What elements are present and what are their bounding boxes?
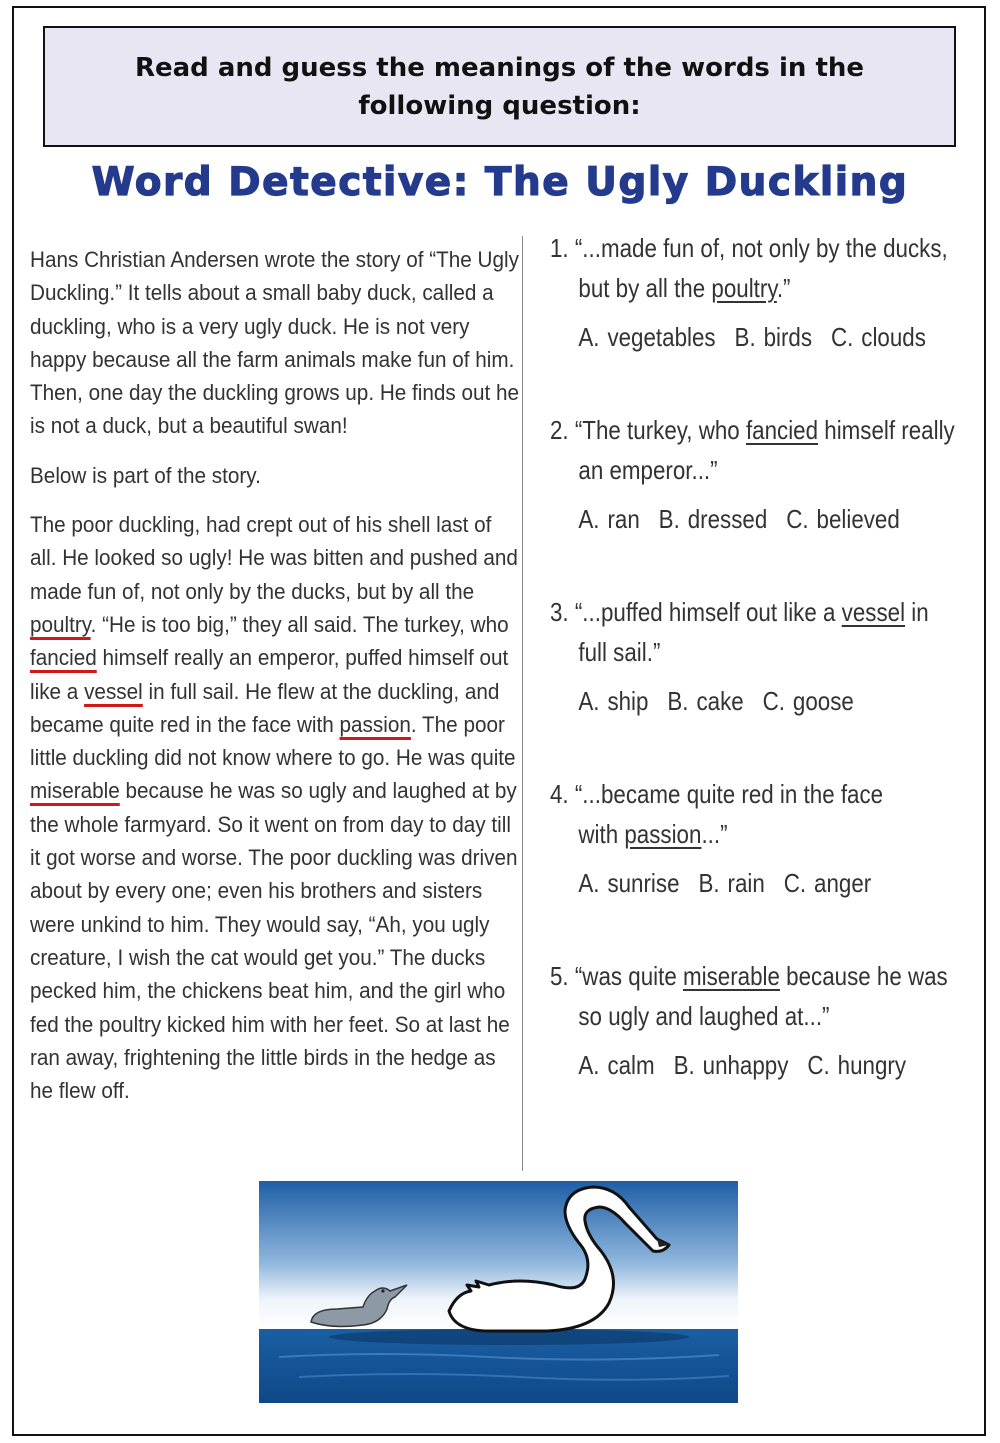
question-text-line [550, 592, 997, 632]
question-text-line [550, 814, 997, 854]
instruction-text: Read and guess the meanings of the words in the following question: [134, 52, 865, 121]
text-segment: . The poor little duckling did not know where to go. He was quite [30, 711, 516, 771]
answer-option[interactable]: A. vegetables [578, 322, 716, 352]
vocabulary-word: miserable [30, 778, 120, 804]
text-segment: full sail.” [578, 637, 661, 667]
text-segment: 5. “was quite [550, 961, 683, 991]
vocabulary-word: miserable [682, 961, 780, 991]
vocabulary-word: vessel [84, 678, 143, 704]
question-text-line [550, 996, 997, 1036]
question-2 [550, 410, 997, 539]
answer-option[interactable]: B. birds [734, 322, 813, 352]
vocabulary-word: vessel [841, 597, 906, 627]
swan-illustration [259, 1181, 738, 1403]
text-segment: 3. “...puffed himself out like a [550, 597, 842, 627]
vocabulary-word: fancied [745, 415, 819, 445]
text-segment: .” [776, 273, 791, 303]
text-segment: . “He is too big,” they all said. The turkey, who [90, 611, 509, 637]
answer-option[interactable]: A. calm [578, 1050, 655, 1080]
text-segment: himself really [818, 415, 955, 445]
question-text-line [550, 228, 997, 268]
vocabulary-word: poultry [30, 611, 91, 637]
question-text-line [550, 956, 997, 996]
answer-options [550, 317, 997, 357]
answer-options [550, 1045, 997, 1085]
text-segment: in full sail. He flew at the duckling, and became quite red in the face with [30, 678, 500, 737]
answer-option[interactable]: A. ran [578, 504, 640, 534]
question-text-line [550, 268, 997, 308]
text-segment: The poor duckling, had crept out of his shell last of all. He looked so ugly! He was bitten and pushed and made fun of, not only by the ducks, but by all the [30, 512, 518, 604]
text-segment: so ugly and laughed at...” [578, 1001, 830, 1031]
answer-options [550, 681, 997, 721]
answer-option[interactable]: B. unhappy [673, 1050, 789, 1080]
vocabulary-word: passion [339, 711, 411, 737]
answer-option[interactable]: B. cake [667, 686, 744, 716]
instruction-box [43, 26, 956, 147]
text-segment: 4. “...became quite red in the face [550, 779, 884, 809]
answer-option[interactable]: C. hungry [807, 1050, 907, 1080]
answer-option[interactable]: C. anger [783, 868, 872, 898]
column-divider [522, 236, 523, 1171]
text-segment: 2. “The turkey, who [550, 415, 746, 445]
text-segment: himself really an emperor, puffed himself out like a [30, 645, 509, 704]
text-segment: because he was [779, 961, 948, 991]
answer-option[interactable]: A. ship [578, 686, 649, 716]
story-passage [30, 243, 522, 1123]
text-segment: because he was so ugly and laughed at by the whole farmyard. So it went on from day to day till it got worse and worse. The poor duckling was driven about by every one; even his brothers and sisters were unkind to him. They would say, “Ah, you ugly creature, I wish the cat would get you.” The ducks pecked him, the chickens beat him, and the girl who fed the poultry kicked him with her feet. So at last he ran away, frightening the little birds in the hedge as he flew off. [30, 778, 518, 1104]
answer-options [550, 863, 997, 903]
question-text-line [550, 410, 997, 450]
story-intro [30, 243, 522, 443]
answer-option[interactable]: B. dressed [658, 504, 768, 534]
question-text-line [550, 632, 997, 672]
vocabulary-word: fancied [30, 645, 97, 671]
question-1 [550, 228, 997, 357]
question-text-line [550, 450, 997, 490]
answer-options [550, 499, 997, 539]
text-segment: in [905, 597, 929, 627]
vocabulary-word: poultry [711, 273, 777, 303]
answer-option[interactable]: C. goose [762, 686, 854, 716]
text-segment: with [578, 819, 625, 849]
question-text-line [550, 774, 997, 814]
answer-option[interactable]: C. clouds [830, 322, 926, 352]
story-excerpt [30, 508, 522, 1107]
vocabulary-word: passion [624, 819, 702, 849]
text-segment: 1. “...made fun of, not only by the ducks, [550, 233, 948, 263]
text-segment: Hans Christian Andersen wrote the story of “The Ugly Duckling.” It tells about a small baby duck, called a duckling, who is a very ugly duck. He is not very happy because all the farm animals make fun of him. Then, one day the duckling grows up. He finds out he is not a duck, but a beautiful swan! [30, 247, 520, 439]
answer-option[interactable]: A. sunrise [578, 868, 680, 898]
worksheet-title: Word Detective: The Ugly Duckling [91, 160, 909, 205]
answer-option[interactable]: C. believed [786, 504, 900, 534]
answer-option[interactable]: B. rain [698, 868, 765, 898]
text-segment: ...” [701, 819, 728, 849]
story-lead-in: Below is part of the story. [30, 462, 261, 488]
question-5 [550, 956, 997, 1085]
text-segment: an emperor...” [578, 455, 718, 485]
question-3 [550, 592, 997, 721]
question-4 [550, 774, 997, 903]
text-segment: but by all the [578, 273, 712, 303]
